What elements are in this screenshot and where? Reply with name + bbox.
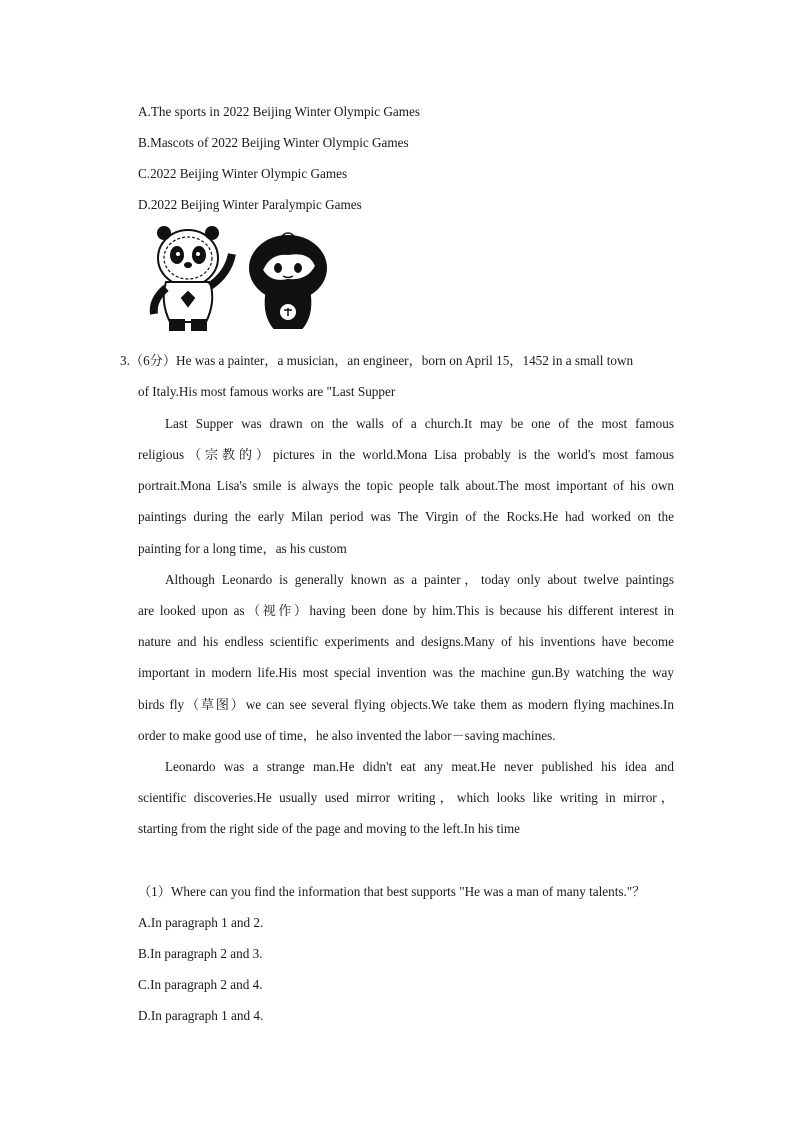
option-d: D.2022 Beijing Winter Paralympic Games (138, 197, 362, 212)
passage-line: scientific discoveries.He usually used mirror writing，which looks like writing in mirror， (138, 790, 674, 805)
passage-line: painting for a long time，as his custom (138, 541, 347, 556)
passage-line: of Italy.His most famous works are "Last Supper (138, 384, 396, 399)
option-b: B.Mascots of 2022 Beijing Winter Olympic Games (138, 135, 409, 150)
option-c: C.2022 Beijing Winter Olympic Games (138, 166, 348, 181)
passage-line: nature and his endless scientific experiments and designs.Many of his inventions have become (138, 634, 674, 649)
passage-line: are looked upon as（视作）having been done by him.This is because his different interest in (138, 603, 674, 618)
passage-line: Although Leonardo is generally known as a painter，today only about twelve paintings (165, 572, 674, 587)
sub-question-1: （1）Where can you find the information that best supports "He was a man of many talents."？ (138, 884, 646, 899)
passage-line: religious（宗教的）pictures in the world.Mona Lisa probably is the world's most famous (138, 447, 674, 462)
question-3-header: 3.（6分）He was a painter，a musician，an engineer，born on April 15，1452 in a small town (120, 353, 634, 368)
passage-line: birds fly（草图）we can see several flying objects.We take them as modern flying machines.In (138, 697, 674, 712)
sub1-option-d: D.In paragraph 1 and 4. (138, 1008, 264, 1023)
passage-line: portrait.Mona Lisa's smile is always the topic people talk about.The most important of his own (138, 478, 674, 493)
passage-line: Last Supper was drawn on the walls of a church.It may be one of the most famous (165, 416, 674, 431)
sub1-option-b: B.In paragraph 2 and 3. (138, 946, 263, 961)
mascots-image (140, 224, 336, 336)
passage-line: paintings during the early Milan period was The Virgin of the Rocks.He had worked on the (138, 509, 674, 524)
panda-mascot-icon (154, 227, 232, 330)
sub1-option-c: C.In paragraph 2 and 4. (138, 977, 263, 992)
lantern-mascot-icon (250, 233, 326, 328)
passage-line: Leonardo was a strange man.He didn't eat any meat.He never published his idea and (165, 759, 674, 774)
sub1-option-a: A.In paragraph 1 and 2. (138, 915, 264, 930)
passage-line: important in modern life.His most special invention was the machine gun.By watching the way (138, 665, 674, 680)
passage-line: starting from the right side of the page and moving to the left.In his time (138, 821, 520, 836)
passage-line: order to make good use of time，he also invented the labor－saving machines. (138, 728, 556, 743)
option-a: A.The sports in 2022 Beijing Winter Olympic Games (138, 104, 420, 119)
